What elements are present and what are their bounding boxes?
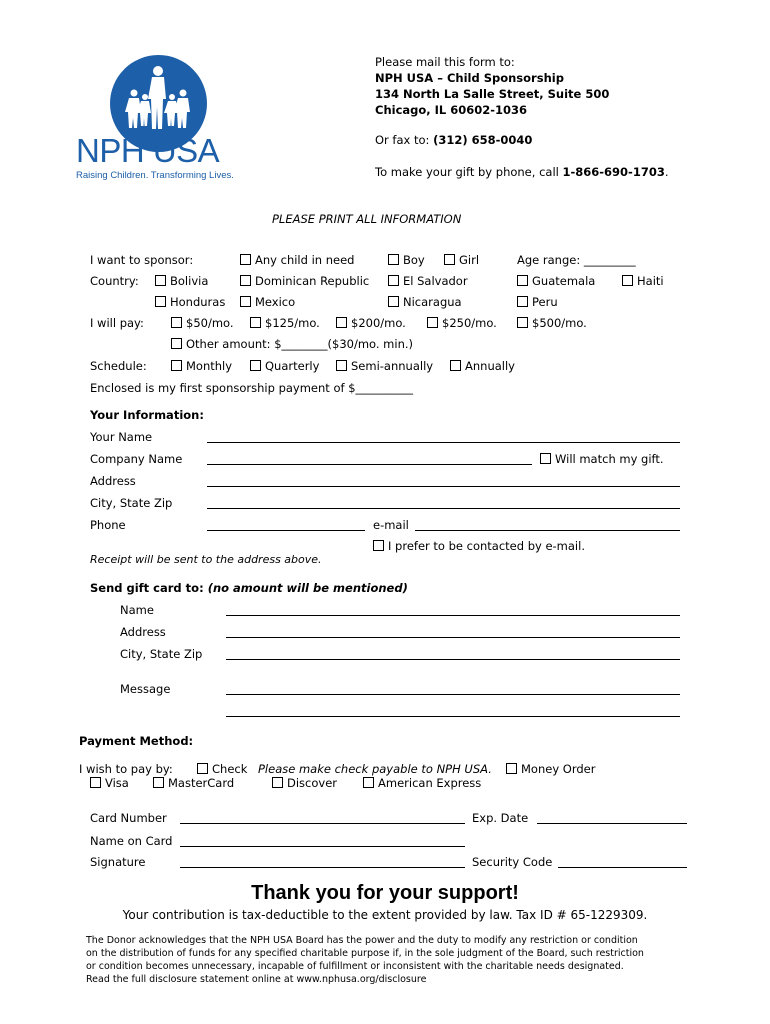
sponsor-boy-checkbox[interactable] [388,253,425,267]
fax-number: (312) 658-0040 [433,133,533,147]
brand-tagline: Raising Children. Transforming Lives. [76,170,234,181]
country-peru-label: Peru [532,295,558,309]
country-mexico-checkbox[interactable] [240,295,295,309]
address-label: Address [90,474,136,488]
phone-label: To make your gift by phone, call [375,165,559,179]
card-number-label: Card Number [90,811,167,825]
phone-line [375,165,669,179]
pay-500-checkbox[interactable] [517,316,587,330]
country-haiti-checkbox[interactable] [622,274,664,288]
age-range-field[interactable]: Age range: _________ [517,253,636,267]
your-name-label: Your Name [90,430,153,444]
pay-250-label: $250/mo. [442,316,497,330]
mail-intro: Please mail this form to: [375,55,515,69]
schedule-label: Schedule: [90,359,147,373]
sponsor-label: I want to sponsor: [90,253,194,267]
gift-card-heading-note: (no amount will be mentioned) [207,581,408,595]
receipt-note: Receipt will be sent to the address above. [90,553,322,566]
check-note: Please make check payable to NPH USA. [258,762,492,776]
name-on-card-label: Name on Card [90,834,173,848]
schedule-quarterly-label: Quarterly [265,359,320,373]
country-label: Country: [90,274,139,288]
country-nicaragua-label: Nicaragua [403,295,462,309]
city-input[interactable] [207,508,680,509]
name-on-card-input[interactable] [180,846,465,847]
schedule-annually-checkbox[interactable] [450,359,515,373]
your-name-input[interactable] [207,442,680,443]
email-pref-label: I prefer to be contacted by e-mail. [388,539,585,553]
phone-number: 1-866-690-1703 [562,165,665,179]
pay-200-checkbox[interactable] [336,316,406,330]
match-gift-label: Will match my gift. [555,452,664,466]
mail-street: 134 North La Salle Street, Suite 500 [375,87,610,101]
brand-name: NPH USA [76,132,220,169]
amex-checkbox[interactable] [363,776,481,790]
country-bolivia-label: Bolivia [170,274,209,288]
disclaimer: The Donor acknowledges that the NPH USA Board has the power and the duty to modify any restriction or condition on the distribution of funds for any specified charitable purpose if, in the sole judgment of the Board, such restriction or condition becomes unnecessary, incapable of fulfillment or inconsistent with the charitable needs designated. Read the full disclosure statement online at www.nphusa.org/disclosure [86,935,644,985]
signature-input[interactable] [180,867,465,868]
pay-250-checkbox[interactable] [427,316,497,330]
check-label: Check [212,762,248,776]
sponsor-any-label: Any child in need [255,253,355,267]
schedule-monthly-label: Monthly [186,359,233,373]
pay-125-checkbox[interactable] [250,316,320,330]
card-number-input[interactable] [180,823,465,824]
schedule-quarterly-checkbox[interactable] [250,359,319,373]
signature-label: Signature [90,855,146,869]
payment-heading: Payment Method: [79,734,194,748]
gift-name-input[interactable] [226,615,680,616]
country-guatemala-checkbox[interactable] [517,274,595,288]
country-peru-checkbox[interactable] [517,295,558,309]
sponsor-girl-label: Girl [459,253,480,267]
discover-checkbox[interactable] [272,776,337,790]
sponsor-girl-checkbox[interactable] [444,253,479,267]
country-elsalvador-label: El Salvador [403,274,468,288]
mastercard-label: MasterCard [168,776,235,790]
gift-city-input[interactable] [226,659,680,660]
money-order-checkbox[interactable] [506,762,595,776]
match-gift-checkbox[interactable] [540,452,664,466]
email-input[interactable] [415,530,680,531]
country-dominican-label: Dominican Republic [255,274,370,288]
exp-date-input[interactable] [537,823,687,824]
city-label: City, State Zip [90,496,173,510]
discover-label: Discover [287,776,338,790]
pay-other-label: Other amount: $________($30/mo. min.) [186,337,414,351]
mail-org: NPH USA – Child Sponsorship [375,71,564,85]
gift-address-input[interactable] [226,637,680,638]
country-haiti-label: Haiti [637,274,664,288]
your-info-heading: Your Information: [90,408,204,422]
gift-message-label: Message [120,682,171,696]
sponsor-boy-label: Boy [403,253,425,267]
pay-label: I will pay: [90,316,144,330]
country-nicaragua-checkbox[interactable] [388,295,462,309]
tax-note: Your contribution is tax-deductible to the extent provided by law. Tax ID # 65-1229309. [122,908,648,922]
mail-city: Chicago, IL 60602-1036 [375,103,528,117]
visa-checkbox[interactable] [90,776,129,790]
gift-name-label: Name [120,603,154,617]
country-honduras-checkbox[interactable] [155,295,225,309]
pay-125-label: $125/mo. [265,316,320,330]
country-elsalvador-checkbox[interactable] [388,274,468,288]
gift-address-label: Address [120,625,166,639]
phone-suffix: . [664,165,669,179]
phone-label: Phone [90,518,126,532]
fax-line [375,133,532,147]
schedule-monthly-checkbox[interactable] [171,359,232,373]
pay-by-label: I wish to pay by: [79,762,173,776]
address-input[interactable] [207,486,680,487]
gift-city-label: City, State Zip [120,647,203,661]
email-pref-checkbox[interactable] [373,539,585,553]
pay-200-label: $200/mo. [351,316,406,330]
pay-50-label: $50/mo. [186,316,234,330]
security-code-input[interactable] [558,867,687,868]
security-code-label: Security Code [472,855,553,869]
company-label: Company Name [90,452,183,466]
thank-you-heading: Thank you for your support! [251,882,519,904]
money-order-label: Money Order [521,762,596,776]
country-bolivia-checkbox[interactable] [155,274,208,288]
country-honduras-label: Honduras [170,295,226,309]
enclosed-payment-field[interactable]: Enclosed is my first sponsorship payment of $__________ [90,381,414,395]
schedule-semiannual-label: Semi-annually [351,359,434,373]
email-label: e-mail [373,518,409,532]
fax-label: Or fax to: [375,133,430,147]
sponsor-any-checkbox[interactable] [240,253,354,267]
check-checkbox[interactable] [197,762,247,776]
country-guatemala-label: Guatemala [532,274,596,288]
country-mexico-label: Mexico [255,295,296,309]
pay-500-label: $500/mo. [532,316,587,330]
schedule-annually-label: Annually [465,359,515,373]
gift-message-input-1[interactable] [226,694,680,695]
exp-date-label: Exp. Date [472,811,529,825]
gift-card-heading-text: Send gift card to: [90,581,204,595]
company-input[interactable] [207,464,532,465]
schedule-semiannual-checkbox[interactable] [336,359,433,373]
print-notice: PLEASE PRINT ALL INFORMATION [272,212,462,226]
gift-card-heading [90,581,408,595]
pay-50-checkbox[interactable] [171,316,234,330]
visa-label: Visa [105,776,129,790]
pay-other-checkbox[interactable] [171,337,413,351]
phone-input[interactable] [207,530,365,531]
amex-label: American Express [378,776,482,790]
mastercard-checkbox[interactable] [153,776,234,790]
gift-message-input-2[interactable] [226,716,680,717]
country-dominican-checkbox[interactable] [240,274,369,288]
